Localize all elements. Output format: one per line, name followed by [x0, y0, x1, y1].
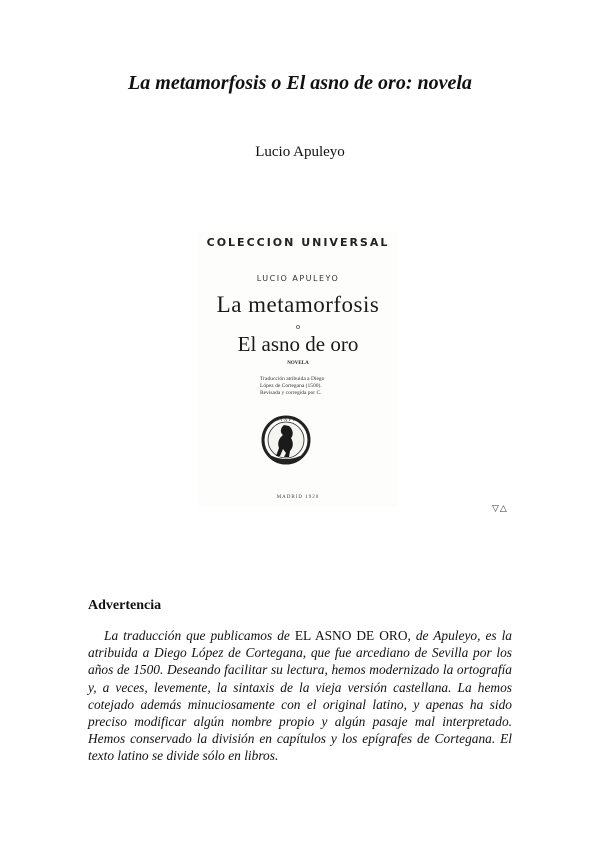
cover-note-line: Revisada y corregida por C.: [260, 390, 322, 396]
cover-genre: NOVELA: [287, 361, 309, 366]
cover-title: La metamorfosis: [216, 292, 380, 317]
book-title-reference: EL ASNO DE ORO,: [294, 628, 411, 643]
cover-note-line: Traducción atribuida a Diego: [260, 376, 325, 382]
svg-text:C·I·A·P·E: C·I·A·P·E: [276, 417, 296, 422]
publisher-emblem-icon: [260, 412, 312, 472]
cover-conjunction: o: [296, 322, 300, 331]
cover-series: COLECCION UNIVERSAL: [206, 236, 390, 249]
cover-imprint: MADRID 1920: [276, 495, 320, 500]
cover-subtitle: El asno de oro: [237, 332, 359, 356]
cover-note-line: López de Cortegana (1500).: [260, 383, 322, 389]
document-title: La metamorfosis o El asno de oro: novela: [128, 72, 472, 94]
body-text-before: La traducción que publicamos de: [104, 628, 295, 643]
triangle-nav-icon[interactable]: ▽△: [492, 504, 508, 514]
cover-note: [260, 376, 350, 397]
cover-image: [198, 232, 398, 507]
section-heading: Advertencia: [88, 598, 162, 613]
cover-author: LUCIO APULEYO: [256, 274, 340, 283]
body-text-after: de Apuleyo, es la atribuida a Diego López de Cortegana, que fue arcediano de Sevilla por los años de 1500. Deseando facilitar su lectura, hemos modernizado la ortografía y, a veces, levemente, la sintaxis de la vieja versión castellana. La hemos cotejado además minuciosamente con el original latino, y apenas ha sido preciso modificar algún nombre propio y algún pasaje mal interpretado. Hemos conservado la división en capítulos y los epígrafes de Cortegana. El texto latino se divide sólo en libros.: [88, 628, 513, 764]
page-navigation[interactable]: [492, 504, 508, 514]
document-author: Lucio Apuleyo: [255, 144, 345, 160]
body-paragraph: [88, 627, 512, 765]
